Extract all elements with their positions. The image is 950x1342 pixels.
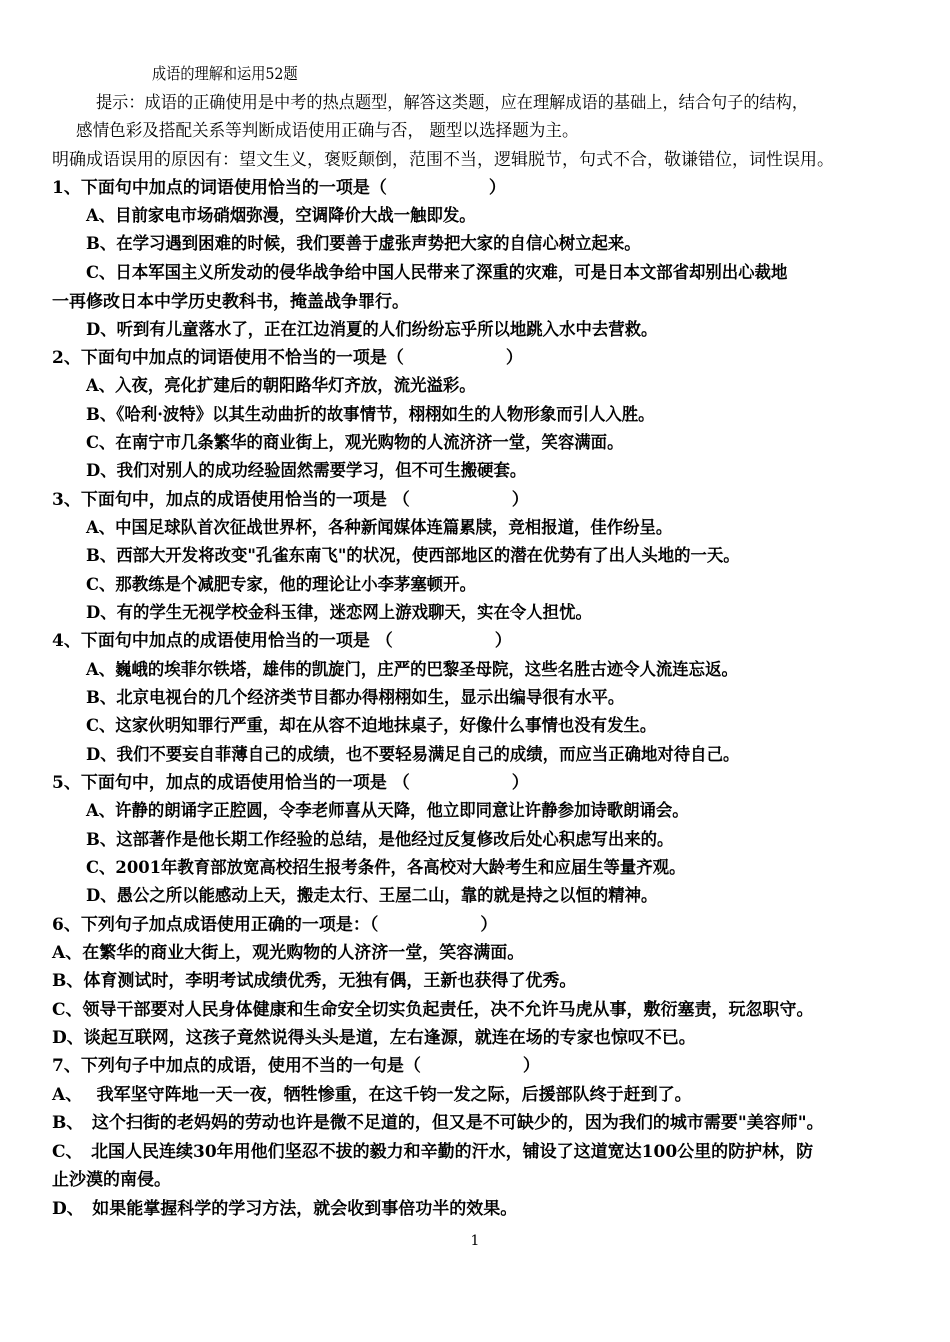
question-2: 2、下面句中加点的词语使用不恰当的一项是（ ） xyxy=(52,348,523,368)
option-3d: D、有的学生无视学校金科玉律，迷恋网上游戏聊天，实在令人担忧。 xyxy=(86,603,592,623)
question-7: 7、下列句子中加点的成语，使用不当的一句是（ ） xyxy=(52,1056,540,1076)
question-3: 3、下面句中，加点的成语使用恰当的一项是 （ ） xyxy=(52,490,529,510)
option-1b: B、在学习遇到困难的时候，我们要善于虚张声势把大家的自信心树立起来。 xyxy=(86,234,641,254)
option-2c: C、在南宁市几条繁华的商业街上，观光购物的人流济济一堂，笑容满面。 xyxy=(86,433,624,453)
option-7c-cont: 止沙漠的南侵。 xyxy=(52,1170,171,1190)
option-4a: A、巍峨的埃菲尔铁塔，雄伟的凯旋门，庄严的巴黎圣母院，这些名胜古迹令人流连忘返。 xyxy=(86,660,738,680)
option-2a: A、入夜，亮化扩建后的朝阳路华灯齐放，流光溢彩。 xyxy=(86,376,476,396)
question-5: 5、下面句中，加点的成语使用恰当的一项是 （ ） xyxy=(52,773,529,793)
option-6d: D、谈起互联网，这孩子竟然说得头头是道，左右逢源，就连在场的专家也惊叹不已。 xyxy=(52,1028,696,1048)
option-7a: A、 我军坚守阵地一天一夜，牺牲惨重，在这千钧一发之际，后援部队终于赶到了。 xyxy=(52,1085,692,1105)
option-7b: B、 这个扫街的老妈妈的劳动也许是微不足道的，但又是不可缺少的，因为我们的城市需要"美容师"。 xyxy=(52,1113,824,1133)
question-4: 4、下面句中加点的成语使用恰当的一项是 （ ） xyxy=(52,631,512,651)
option-3c: C、那教练是个减肥专家，他的理论让小李茅塞顿开。 xyxy=(86,575,476,595)
document-title: 成语的理解和运用52题 xyxy=(152,64,298,83)
option-7d: D、 如果能掌握科学的学习方法，就会收到事倍功半的效果。 xyxy=(52,1199,518,1219)
option-6a: A、在繁华的商业大街上，观光购物的人济济一堂，笑容满面。 xyxy=(52,943,525,963)
option-1c-cont: 一再修改日本中学历史教科书，掩盖战争罪行。 xyxy=(52,292,409,312)
page-number: 1 xyxy=(470,1233,480,1249)
option-5d: D、愚公之所以能感动上天，搬走太行、王屋二山，靠的就是持之以恒的精神。 xyxy=(86,886,658,906)
hint-line-1: 提示：成语的正确使用是中考的热点题型，解答这类题，应在理解成语的基础上，结合句子的结构， xyxy=(96,93,809,113)
option-3a: A、中国足球队首次征战世界杯，各种新闻媒体连篇累牍，竞相报道，佳作纷呈。 xyxy=(86,518,673,538)
option-4b: B、北京电视台的几个经济类节目都办得栩栩如生，显示出编导很有水平。 xyxy=(86,688,625,708)
intro-line: 明确成语误用的原因有：望文生义，褒贬颠倒，范围不当，逻辑脱节，句式不合，敬谦错位，词性误用。 xyxy=(52,150,834,170)
question-1: 1、下面句中加点的词语使用恰当的一项是（ ） xyxy=(52,178,506,198)
option-4d: D、我们不要妄自菲薄自己的成绩，也不要轻易满足自己的成绩，而应当正确地对待自己。 xyxy=(86,745,740,765)
option-5a: A、许静的朗诵字正腔圆，令李老师喜从天降，他立即同意让许静参加诗歌朗诵会。 xyxy=(86,801,689,821)
option-5c: C、2001年教育部放宽高校招生报考条件，各高校对大龄考生和应届生等量齐观。 xyxy=(86,858,686,878)
option-6b: B、体育测试时，李明考试成绩优秀，无独有偶，王新也获得了优秀。 xyxy=(52,971,577,991)
option-6c: C、领导干部要对人民身体健康和生命安全切实负起责任，决不允许马虎从事，敷衍塞责，玩忽职守。 xyxy=(52,1000,814,1020)
option-1c: C、日本军国主义所发动的侵华战争给中国人民带来了深重的灾难，可是日本文部省却别出心裁地 xyxy=(86,263,788,283)
option-1a: A、目前家电市场硝烟弥漫，空调降价大战一触即发。 xyxy=(86,206,476,226)
option-4c: C、这家伙明知罪行严重，却在从容不迫地抹桌子，好像什么事情也没有发生。 xyxy=(86,716,657,736)
option-2d: D、我们对别人的成功经验固然需要学习，但不可生搬硬套。 xyxy=(86,461,527,481)
question-6: 6、下列句子加点成语使用正确的一项是：（ ） xyxy=(52,915,498,935)
option-2b: B、《哈利·波特》以其生动曲折的故事情节，栩栩如生的人物形象而引人入胜。 xyxy=(86,405,655,425)
option-3b: B、西部大开发将改变"孔雀东南飞"的状况，使西部地区的潜在优势有了出人头地的一天。 xyxy=(86,546,740,566)
hint-line-2: 感情色彩及搭配关系等判断成语使用正确与否， 题型以选择题为主。 xyxy=(76,121,579,141)
option-7c: C、 北国人民连续30年用他们坚忍不拔的毅力和辛勤的汗水，铺设了这道宽达100公里的防护林，防 xyxy=(52,1142,814,1162)
option-5b: B、这部著作是他长期工作经验的总结，是他经过反复修改后处心积虑写出来的。 xyxy=(86,830,674,850)
option-1d: D、听到有儿童落水了，正在江边消夏的人们纷纷忘乎所以地跳入水中去营救。 xyxy=(86,320,658,340)
